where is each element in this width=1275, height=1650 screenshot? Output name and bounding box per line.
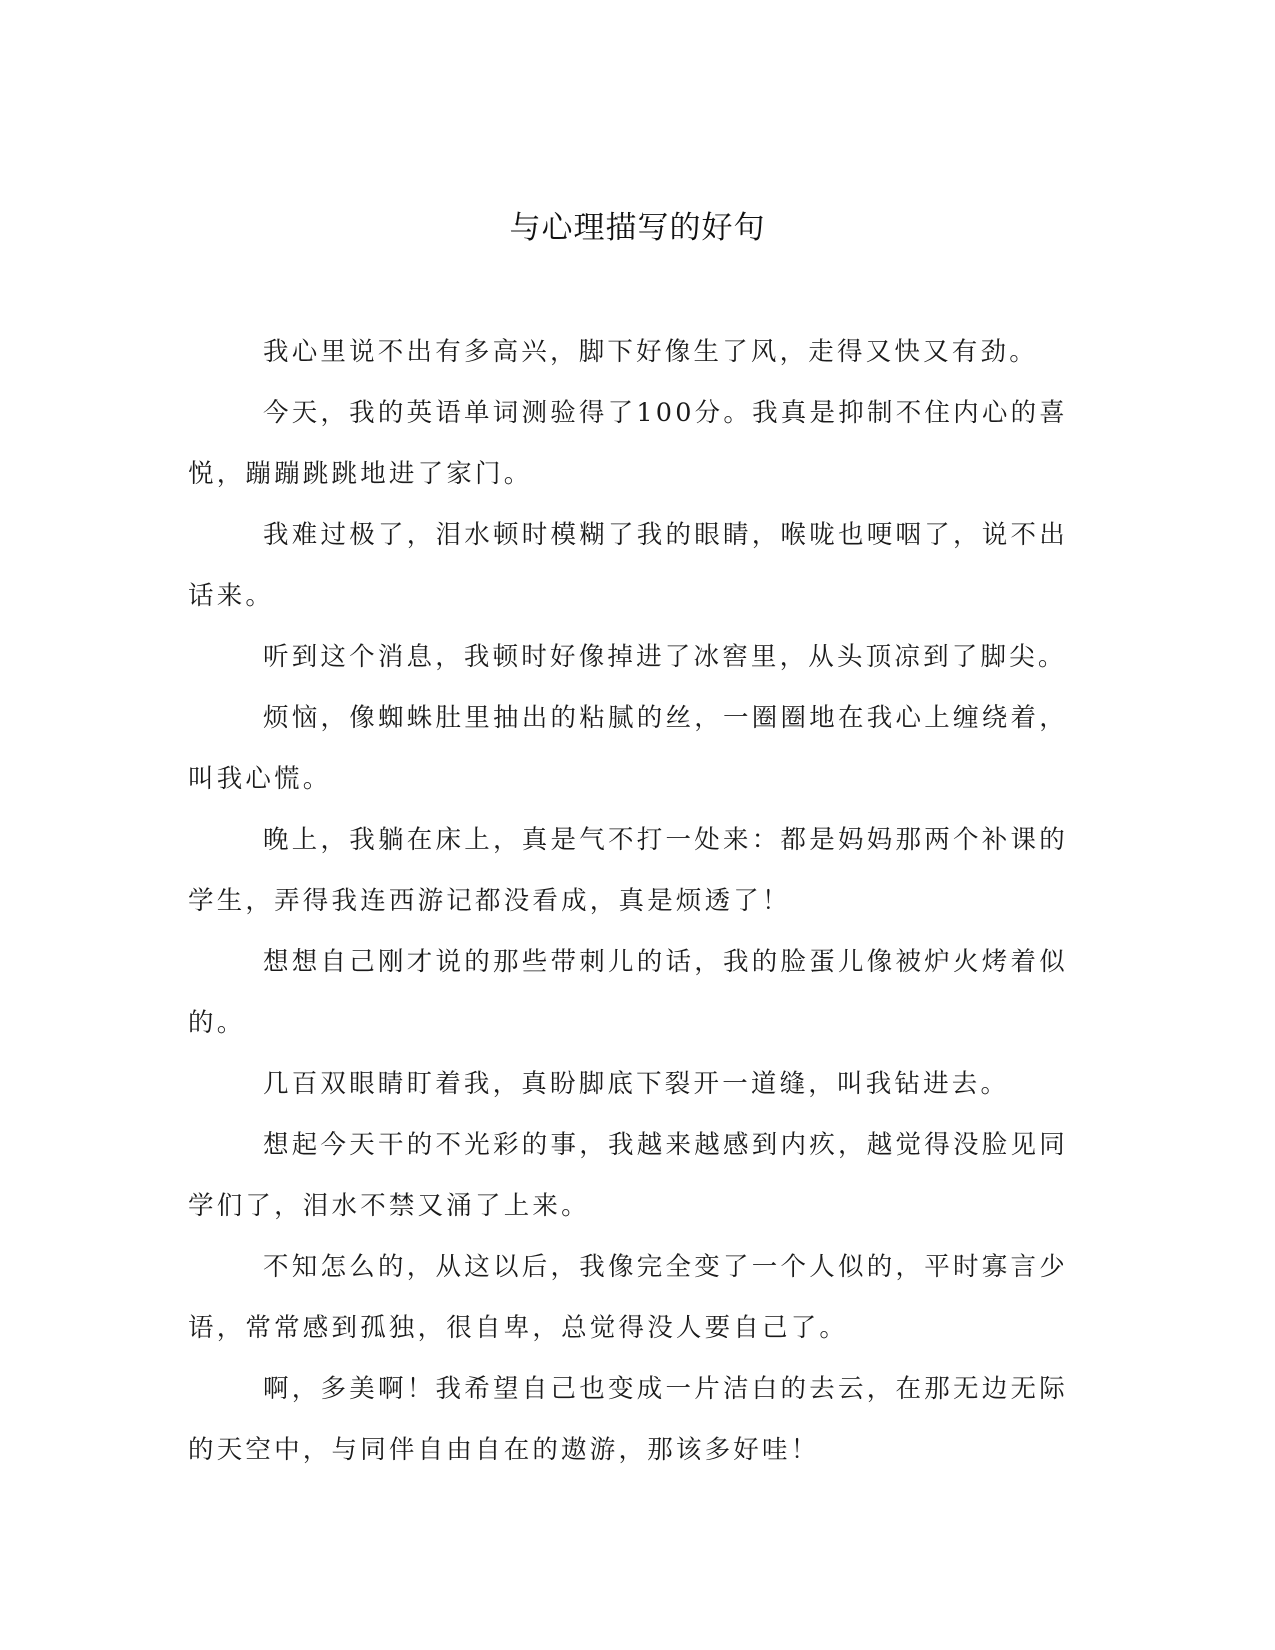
document-body xyxy=(188,322,1068,1481)
document-title: 与心理描写的好句 xyxy=(509,210,766,246)
paragraph: 想想自己刚才说的那些带刺儿的话，我的脸蛋儿像被炉火烤着似的。 xyxy=(188,947,1068,1038)
paragraph: 晚上，我躺在床上，真是气不打一处来：都是妈妈那两个补课的学生，弄得我连西游记都没看成，真是烦透了！ xyxy=(188,825,1068,916)
paragraph: 我心里说不出有多高兴，脚下好像生了风，走得又快又有劲。 xyxy=(263,337,1038,367)
paragraph: 烦恼，像蜘蛛肚里抽出的粘腻的丝，一圈圈地在我心上缠绕着，叫我心慌。 xyxy=(188,703,1068,794)
paragraph: 几百双眼睛盯着我，真盼脚底下裂开一道缝，叫我钻进去。 xyxy=(263,1069,1010,1099)
paragraph: 听到这个消息，我顿时好像掉进了冰窖里，从头顶凉到了脚尖。 xyxy=(263,642,1067,672)
paragraph: 啊，多美啊！我希望自己也变成一片洁白的去云，在那无边无际的天空中，与同伴自由自在的遨游，那该多好哇！ xyxy=(188,1374,1068,1465)
paragraph: 我难过极了，泪水顿时模糊了我的眼睛，喉咙也哽咽了，说不出话来。 xyxy=(188,520,1068,611)
paragraph: 今天，我的英语单词测验得了100分。我真是抑制不住内心的喜悦，蹦蹦跳跳地进了家门。 xyxy=(188,398,1068,489)
paragraph: 想起今天干的不光彩的事，我越来越感到内疚，越觉得没脸见同学们了，泪水不禁又涌了上来。 xyxy=(188,1130,1068,1221)
paragraph: 不知怎么的，从这以后，我像完全变了一个人似的，平时寡言少语，常常感到孤独，很自卑，总觉得没人要自己了。 xyxy=(188,1252,1068,1343)
